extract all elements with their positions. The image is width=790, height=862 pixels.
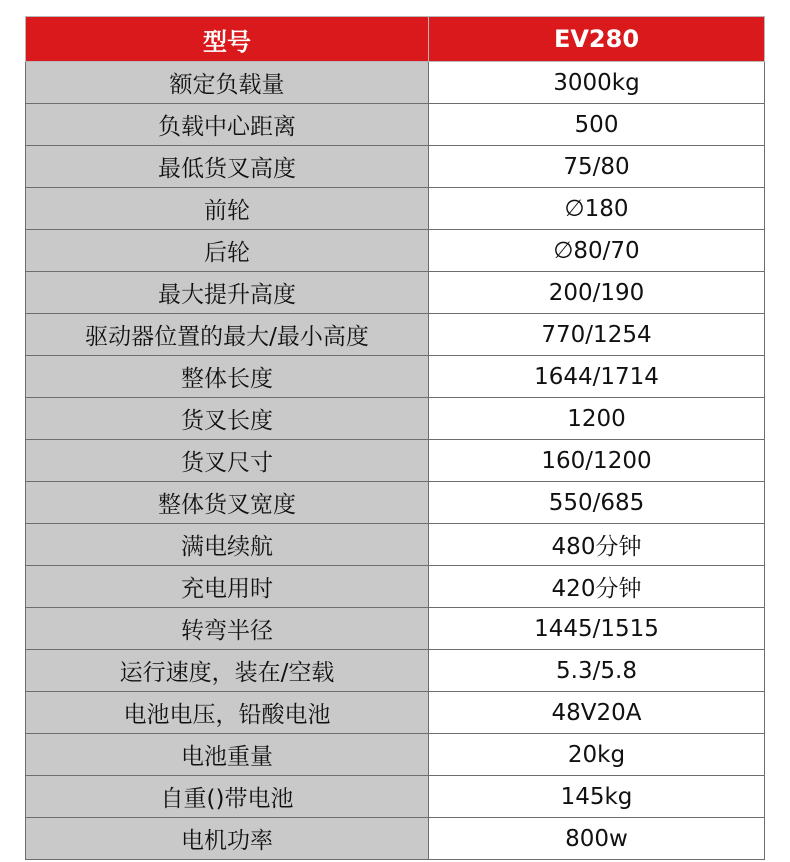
table-row bbox=[26, 650, 765, 692]
header-row bbox=[26, 17, 765, 62]
spec-value: 200/190 bbox=[429, 272, 765, 314]
table-row bbox=[26, 398, 765, 440]
table-row bbox=[26, 356, 765, 398]
spec-label: 电池重量 bbox=[26, 734, 429, 776]
spec-label: 额定负载量 bbox=[26, 62, 429, 104]
spec-label: 电机功率 bbox=[26, 818, 429, 860]
spec-label: 运行速度，装在/空载 bbox=[26, 650, 429, 692]
spec-label: 满电续航 bbox=[26, 524, 429, 566]
spec-label: 驱动器位置的最大/最小高度 bbox=[26, 314, 429, 356]
table-row bbox=[26, 482, 765, 524]
spec-label: 充电用时 bbox=[26, 566, 429, 608]
table-row bbox=[26, 104, 765, 146]
spec-value: 145kg bbox=[429, 776, 765, 818]
spec-label: 整体长度 bbox=[26, 356, 429, 398]
spec-label: 负载中心距离 bbox=[26, 104, 429, 146]
spec-label: 货叉长度 bbox=[26, 398, 429, 440]
spec-value: 480分钟 bbox=[429, 524, 765, 566]
table-row bbox=[26, 188, 765, 230]
table-row bbox=[26, 524, 765, 566]
spec-label: 后轮 bbox=[26, 230, 429, 272]
spec-value: 500 bbox=[429, 104, 765, 146]
spec-value: 1445/1515 bbox=[429, 608, 765, 650]
spec-value: 550/685 bbox=[429, 482, 765, 524]
spec-value: ∅80/70 bbox=[429, 230, 765, 272]
spec-value: 20kg bbox=[429, 734, 765, 776]
spec-table bbox=[25, 16, 765, 860]
table-row bbox=[26, 440, 765, 482]
spec-label: 最大提升高度 bbox=[26, 272, 429, 314]
spec-value: 48V20A bbox=[429, 692, 765, 734]
table-row bbox=[26, 608, 765, 650]
table-row bbox=[26, 230, 765, 272]
spec-value: 160/1200 bbox=[429, 440, 765, 482]
spec-label: 最低货叉高度 bbox=[26, 146, 429, 188]
header-model-cell: EV280 bbox=[429, 17, 765, 62]
spec-value: 3000kg bbox=[429, 62, 765, 104]
table-row bbox=[26, 272, 765, 314]
table-row bbox=[26, 818, 765, 860]
spec-table-header bbox=[26, 17, 765, 62]
spec-label: 前轮 bbox=[26, 188, 429, 230]
table-row bbox=[26, 146, 765, 188]
table-row bbox=[26, 692, 765, 734]
spec-value: 75/80 bbox=[429, 146, 765, 188]
spec-label: 整体货叉宽度 bbox=[26, 482, 429, 524]
spec-value: 420分钟 bbox=[429, 566, 765, 608]
spec-value: 1644/1714 bbox=[429, 356, 765, 398]
spec-value: 1200 bbox=[429, 398, 765, 440]
table-row bbox=[26, 776, 765, 818]
table-row bbox=[26, 734, 765, 776]
table-row bbox=[26, 566, 765, 608]
spec-value: ∅180 bbox=[429, 188, 765, 230]
table-row bbox=[26, 62, 765, 104]
table-row bbox=[26, 314, 765, 356]
spec-value: 770/1254 bbox=[429, 314, 765, 356]
spec-table-body bbox=[26, 62, 765, 860]
spec-value: 800w bbox=[429, 818, 765, 860]
spec-value: 5.3/5.8 bbox=[429, 650, 765, 692]
spec-label: 转弯半径 bbox=[26, 608, 429, 650]
header-label-cell: 型号 bbox=[26, 17, 429, 62]
spec-label: 货叉尺寸 bbox=[26, 440, 429, 482]
spec-label: 自重()带电池 bbox=[26, 776, 429, 818]
spec-label: 电池电压，铅酸电池 bbox=[26, 692, 429, 734]
